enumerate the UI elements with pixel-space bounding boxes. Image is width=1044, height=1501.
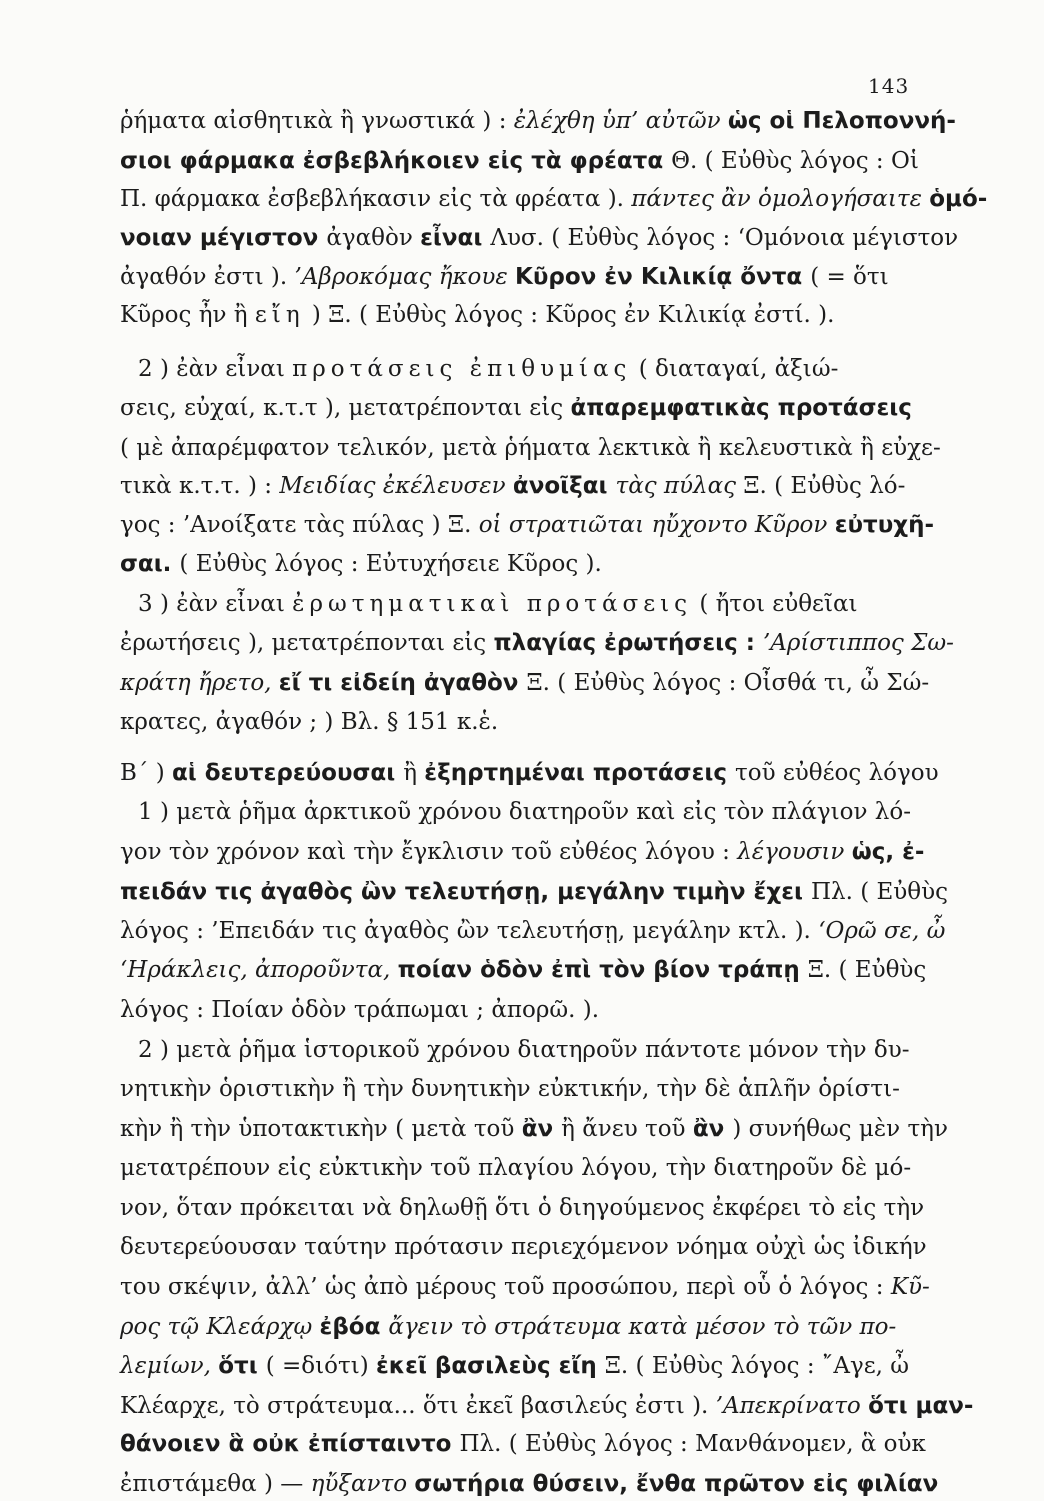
- text-segment: Π. φάρμακα ἐσβεβλήκασιν εἰς τὰ φρέατα ).: [120, 186, 632, 212]
- text-line: [120, 914, 946, 948]
- text-segment: ῥήματα αἰσθητικὰ ἢ γνωστικά ) :: [120, 108, 514, 134]
- text-segment: ρος τῷ Κλεάρχῳ: [120, 1314, 320, 1340]
- text-segment: σαι.: [120, 551, 180, 577]
- text-segment: ( =διότι): [265, 1353, 376, 1379]
- text-segment: σεις, εὐχαί, κ.τ.τ ), μετατρέπονται εἰς: [120, 395, 571, 421]
- text-segment: γον τὸν χρόνον καὶ τὴν ἔγκλισιν τοῦ εὐθέος λόγου :: [120, 839, 738, 865]
- text-segment: ) Ξ. ( Εὐθὺς λόγος : Κῦρος ἐν Κιλικίᾳ ἐστί. ).: [304, 302, 835, 328]
- text-segment: Ξ. ( Εὐθὺς λό-: [743, 473, 906, 499]
- text-segment: γος : ’Ανοίξατε τὰς πύλας ) Ξ.: [120, 512, 479, 538]
- text-segment: ὡς, ἐ-: [851, 839, 925, 865]
- text-segment: Ξ. ( Εὐθὺς: [807, 957, 927, 983]
- text-segment: Πλ. ( Εὐθὺς: [810, 879, 948, 905]
- text-segment: Μειδίας ἐκέλευσεν: [279, 473, 513, 499]
- text-line: [120, 547, 920, 581]
- text-line: [138, 587, 938, 621]
- text-line: [120, 508, 934, 542]
- text-segment: ἀγαθόν ἐστι ).: [120, 264, 295, 290]
- text-segment: ὅτι μαν-: [868, 1393, 974, 1419]
- text-segment: Κῦρος ἦν ἢ: [120, 302, 255, 328]
- text-line: [120, 705, 920, 739]
- text-line: [120, 835, 925, 869]
- text-segment: ἐρωτήσεις ), μετατρέπονται εἰς: [120, 630, 494, 656]
- text-segment: ( διαταγαί, ἀξιώ-: [631, 356, 839, 382]
- text-segment: εἶναι: [420, 225, 491, 251]
- text-line: [120, 298, 920, 332]
- text-segment: ἢ ἄνευ τοῦ: [561, 1116, 693, 1142]
- text-segment: του σκέψιν, ἀλλ’ ὡς ἀπὸ μέρους τοῦ προσώπου, περὶ οὗ ὁ λόγος :: [120, 1274, 891, 1300]
- text-segment: ( Εὐθὺς λόγος : Εὐτυχήσειε Κῦρος ).: [179, 551, 602, 577]
- text-segment: Λυσ. ( Εὐθὺς λόγος : ‘Ομόνοια μέγιστον: [490, 225, 959, 251]
- text-segment: ἢ: [403, 760, 425, 786]
- text-line: [120, 1389, 974, 1423]
- text-segment: δευτερεύουσαν ταύτην πρότασιν περιεχόμενον νόημα οὐχὶ ὡς ἰδικήν: [120, 1234, 927, 1260]
- text-line: [120, 1072, 920, 1106]
- text-segment: τικὰ κ.τ.τ. ) :: [120, 473, 280, 499]
- text-line: [138, 352, 938, 386]
- text-line: [120, 626, 954, 660]
- text-segment: ἐξηρτημέναι προτάσεις: [424, 760, 735, 786]
- text-segment: Ξ. ( Εὐθὺς λόγος : ῎Αγε, ὦ: [604, 1353, 910, 1379]
- text-line: [120, 666, 930, 700]
- page-number: 143: [868, 74, 910, 98]
- text-segment: εὐτυχῆ-: [834, 512, 934, 538]
- text-segment: ηὔξαντο: [310, 1471, 415, 1497]
- text-segment: τοῦ εὐθέος λόγου: [735, 760, 939, 786]
- text-line: [120, 144, 920, 178]
- text-line: [120, 469, 920, 503]
- text-segment: εἴ τι εἰδείη ἀγαθὸν: [278, 670, 527, 696]
- text-segment: τὰς πύλας: [615, 473, 744, 499]
- text-line: [120, 1112, 948, 1146]
- text-line: [120, 182, 988, 216]
- text-segment: ὅτι: [218, 1353, 266, 1379]
- text-segment: κὴν ἢ τὴν ὑποτακτικὴν ( μετὰ τοῦ: [120, 1116, 522, 1142]
- text-line: [120, 1467, 939, 1501]
- text-segment: 2 ) μετὰ ῥῆμα ἱστορικοῦ χρόνου διατηροῦν πάντοτε μόνον τὴν δυ-: [138, 1037, 910, 1063]
- text-segment: προτάσεις ἐπιθυμίας: [292, 356, 632, 382]
- text-segment: ’Αβροκόμας ἤκουε: [294, 264, 516, 290]
- text-segment: νον, ὅταν πρόκειται νὰ δηλωθῇ ὅτι ὁ διηγούμενος ἐκφέρει τὸ εἰς τὴν: [120, 1195, 925, 1221]
- text-segment: Β΄ ): [120, 760, 172, 786]
- text-segment: Κῦ-: [890, 1274, 930, 1300]
- text-segment: ( = ὅτι: [810, 264, 889, 290]
- text-line: [138, 795, 938, 829]
- text-segment: αἱ δευτερεύουσαι: [172, 760, 404, 786]
- text-segment: ποίαν ὁδὸν ἐπὶ τὸν βίον τράπῃ: [397, 957, 808, 983]
- text-line: [120, 431, 941, 465]
- text-segment: λόγος : Ποίαν ὁδὸν τράπωμαι ; ἀπορῶ. ).: [120, 997, 600, 1023]
- text-line: [120, 1230, 927, 1264]
- text-segment: ( ἤτοι εὐθεῖαι: [692, 591, 858, 617]
- text-segment: λόγος : ’Επειδάν τις ἀγαθὸς ὢν τελευτήσῃ, μεγάλην κτλ. ).: [120, 918, 819, 944]
- text-segment: ἀνοῖξαι: [512, 473, 616, 499]
- text-line: [120, 953, 927, 987]
- text-segment: εἴη: [254, 302, 305, 328]
- text-segment: κράτη ἤρετο,: [120, 670, 279, 696]
- text-segment: σιοι φάρμακα ἐσβεβλήκοιεν εἰς τὰ φρέατα: [120, 148, 672, 174]
- text-segment: πάντες ἂν ὁμολογήσαιτε: [631, 186, 930, 212]
- text-segment: πειδάν τις ἀγαθὸς ὢν τελευτήσῃ, μεγάλην τιμὴν ἔχει: [120, 879, 811, 905]
- text-segment: ἀπαρεμφατικὰς προτάσεις: [570, 395, 912, 421]
- text-segment: νητικὴν ὁριστικὴν ἢ τὴν δυνητικὴν εὐκτικήν, τὴν δὲ ἁπλῆν ὁρίστι-: [120, 1076, 900, 1102]
- text-segment: θάνοιεν ἃ οὐκ ἐπίσταιντο: [120, 1431, 460, 1457]
- text-line: [120, 756, 939, 790]
- text-line: [120, 1349, 920, 1383]
- text-segment: ὡς οἱ Πελοποννή-: [727, 108, 956, 134]
- text-line: [120, 391, 920, 425]
- text-line: [138, 1033, 938, 1067]
- text-segment: ( μὲ ἀπαρέμφατον τελικόν, μετὰ ῥήματα λεκτικὰ ἢ κελευστικὰ ἢ εὐχε-: [120, 435, 941, 461]
- text-segment: οἱ στρατιῶται ηὔχοντο Κῦρον: [478, 512, 835, 538]
- text-segment: 1 ) μετὰ ῥῆμα ἀρκτικοῦ χρόνου διατηροῦν καὶ εἰς τὸν πλάγιον λό-: [138, 799, 911, 825]
- text-line: [120, 221, 959, 255]
- text-segment: λέγουσιν: [737, 839, 852, 865]
- text-segment: ἐπιστάμεθα ) —: [120, 1471, 311, 1497]
- text-segment: μετατρέπουν εἰς εὐκτικὴν τοῦ πλαγίου λόγου, τὴν διατηροῦν δὲ μό-: [120, 1155, 912, 1181]
- text-segment: ἀγαθὸν: [326, 225, 421, 251]
- text-segment: ) συνήθως μὲν τὴν: [732, 1116, 948, 1142]
- text-segment: Κλέαρχε, τὸ στράτευμα... ὅτι ἐκεῖ βασιλεύς ἐστι ).: [120, 1393, 716, 1419]
- text-segment: Κῦρον ἐν Κιλικίᾳ ὄντα: [515, 264, 811, 290]
- text-line: [120, 993, 920, 1027]
- text-segment: πλαγίας ἐρωτήσεις :: [493, 630, 763, 656]
- text-segment: ἐλέχθη ὑπ’ αὐτῶν: [513, 108, 728, 134]
- text-segment: ὁμό-: [929, 186, 988, 212]
- text-segment: ἄγειν τὸ στράτευμα κατὰ μέσον τὸ τῶν πο-: [388, 1314, 897, 1340]
- text-line: [120, 1310, 920, 1344]
- text-segment: ’Απεκρίνατο: [715, 1393, 869, 1419]
- text-segment: σωτήρια θύσειν, ἔνθα πρῶτον εἰς φιλίαν: [414, 1471, 939, 1497]
- text-segment: Θ. ( Εὐθὺς λόγος : Οἱ: [671, 148, 919, 174]
- text-line: [120, 1427, 926, 1461]
- text-line: [120, 1151, 920, 1185]
- text-line: [120, 1270, 930, 1304]
- text-segment: ἂν: [692, 1116, 733, 1142]
- text-segment: ἐρωτηματικαὶ προτάσεις: [292, 591, 693, 617]
- text-segment: Πλ. ( Εὐθὺς λόγος : Μανθάνομεν, ἃ οὐκ: [459, 1431, 926, 1457]
- text-segment: ἐκεῖ βασιλεὺς εἴη: [376, 1353, 605, 1379]
- text-segment: λεμίων,: [120, 1353, 219, 1379]
- text-segment: Ξ. ( Εὐθὺς λόγος : Οἶσθά τι, ὦ Σώ-: [526, 670, 930, 696]
- text-segment: ‘Ορῶ σε, ὦ: [818, 918, 946, 944]
- text-segment: ἐβόα: [319, 1314, 389, 1340]
- text-line: [120, 875, 948, 909]
- text-segment: ἂν: [521, 1116, 562, 1142]
- text-line: [120, 260, 920, 294]
- text-segment: ’Αρίστιππος Σω-: [762, 630, 954, 656]
- text-segment: 2 ) ἐὰν εἶναι: [138, 356, 293, 382]
- text-line: [120, 104, 956, 138]
- text-line: [120, 1191, 925, 1225]
- text-segment: νοιαν μέγιστον: [120, 225, 327, 251]
- text-segment: κρατες, ἀγαθόν ; ) Βλ. § 151 κ.ἑ.: [120, 709, 499, 735]
- text-segment: ‘Ηράκλεις, ἀποροῦντα,: [120, 957, 398, 983]
- text-segment: 3 ) ἐὰν εἶναι: [138, 591, 293, 617]
